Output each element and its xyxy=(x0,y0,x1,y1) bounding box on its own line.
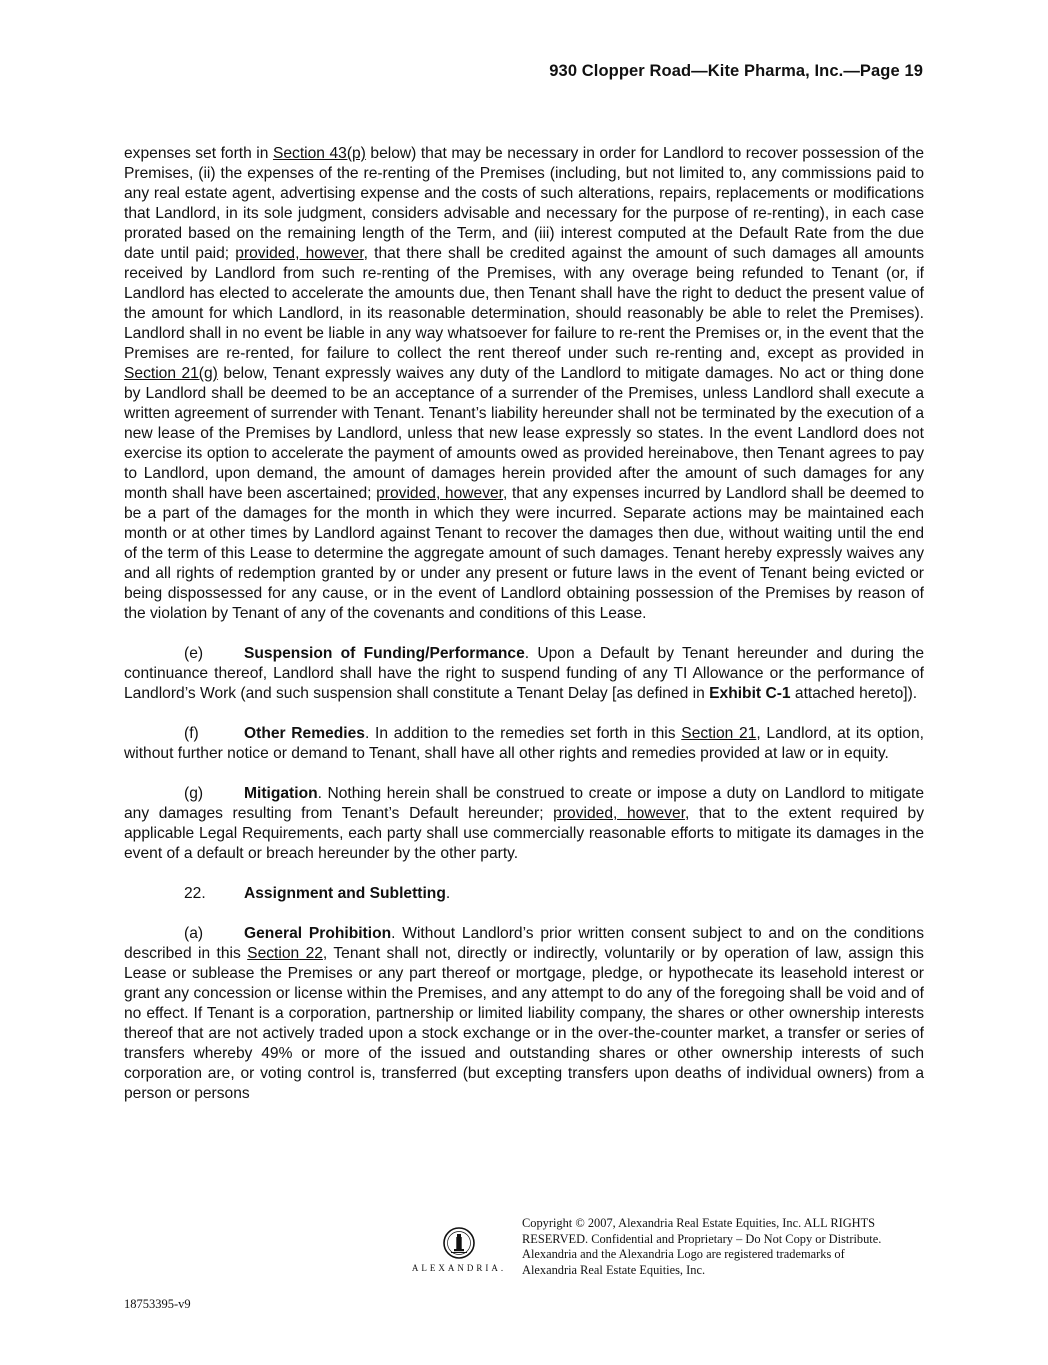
paragraph-a: (a) General Prohibition. Without Landlord’s prior written consent subject to and on the conditions described in this Section 22, Tenant shall not, directly or indirectly, voluntarily or by operation of law, assign this Lease or sublease the Premises or any part thereof or mortgage, pledge, or hypothecate its leasehold interest or grant any concession or license within the Premises, and any attempt to do any of the foregoing shall be void and of no effect. If Tenant is a corporation, partnership or limited liability company, the shares or other ownership interests thereof that are not actively traded upon a stock exchange or in the over-the-counter market, a transfer or series of transfers whereby 49% or more of the issued and outstanding shares or other ownership interests of such corporation are, or voting control is, transferred (but excepting transfers upon deaths of individual owners) from a person or persons xyxy=(124,925,924,1102)
alexandria-logo xyxy=(404,1226,514,1273)
paragraph-label: (f) xyxy=(184,725,199,742)
alexandria-logo-icon xyxy=(442,1226,476,1260)
section-reference: Section 43(p) xyxy=(272,145,366,162)
paragraph-damages: expenses set forth in Section 43(p) below) that may be necessary in order for Landlord to recover possession of the Premises, (ii) the expenses of the re-renting of the Premises (including, but not limited to, any commissions paid to any real estate agent, advertising expense and the costs of such alterations, repairs, replacements or modifications that Landlord, in its sole judgment, considers advisable and necessary for the purpose of re-renting), in each case prorated based on the remaining length of the Term, and (iii) interest computed at the Default Rate from the due date until paid; provided, however, that there shall be credited against the amount of such damages all amounts received by Landlord from such re-renting of the Premises, with any overage being refunded to Tenant (or, if Landlord has elected to accelerate the amounts due, then Tenant shall have the right to deduct the present value of the amount for which Landlord, in its reasonable determination, should reasonably be able to relet the Premises). Landlord shall in no event be liable in any way whatsoever for failure to re-rent the Premises or, in the event that the Premises are re-rented, for failure to collect the rent thereof under such re-renting and, except as provided in Section 21(g) below, Tenant expressly waives any duty of the Landlord to mitigate damages. No act or thing done by Landlord shall be deemed to be an acceptance of a surrender of the Premises, unless Landlord shall execute a written agreement of surrender with Tenant. Tenant’s liability hereunder shall not be terminated by the execution of a new lease of the Premises by Landlord, unless that new lease expressly so states. In the event Landlord does not exercise its option to accelerate the payment of amounts owed as provided hereinabove, then Tenant agrees to pay to Landlord, upon demand, the amount of damages herein provided after the amount of such damages for any month shall have been ascertained; provided, however, that any expenses incurred by Landlord shall be deemed to be a part of the damages for the month in which they were incurred. Separate actions may be maintained each month or at other times by Landlord against Tenant to recover the damages then due, without waiting until the end of the term of this Lease to determine the aggregate amount of such damages. Tenant hereby expressly waives any and all rights of redemption granted by or under any present or future laws in the event of Tenant being evicted or being dispossessed for any cause, or in the event of Landlord obtaining possession of the Premises by reason of the violation by Tenant of any of the covenants and conditions of this Lease. xyxy=(124,145,925,622)
paragraph-heading: General Prohibition xyxy=(244,925,392,942)
paragraph-g: (g) Mitigation. Nothing herein shall be construed to create or impose a duty on Landlord to mitigate any damages resulting from Tenant’s Default hereunder; provided, however, that to the extent required by applicable Legal Requirements, each party shall use commercially reasonable efforts to mitigate its damages in the event of a default or breach hereunder by the other party. xyxy=(124,785,924,862)
section-22-heading: 22. Assignment and Subletting. xyxy=(184,885,451,902)
paragraph-heading: Other Remedies xyxy=(244,725,365,742)
page-footer xyxy=(0,1210,1048,1280)
document-body xyxy=(124,144,924,1124)
paragraph-e: (e) Suspension of Funding/Performance. Upon a Default by Tenant hereunder and during the continuance thereof, Landlord shall have the right to suspend funding of any TI Allowance or the performance of Landlord’s Work (and such suspension shall constitute a Tenant Delay [as defined in Exhibit C-1 attached hereto]). xyxy=(124,645,924,702)
paragraph-heading: Mitigation xyxy=(244,785,318,802)
section-reference: Section 21(g) xyxy=(124,365,218,382)
proviso-reference: provided, however xyxy=(553,805,686,822)
proviso-reference: provided, however xyxy=(235,245,364,262)
paragraph-f: (f) Other Remedies. In addition to the remedies set forth in this Section 21, Landlord, at its option, without further notice or demand to Tenant, shall have all other rights and remedies provided at law or in equity. xyxy=(124,725,924,762)
logo-wordmark: ALEXANDRIA. xyxy=(411,1263,507,1273)
document-id: 18753395-v9 xyxy=(124,1297,191,1311)
paragraph-heading: Suspension of Funding/Performance xyxy=(244,645,525,662)
page-header: 930 Clopper Road—Kite Pharma, Inc.—Page 19 xyxy=(549,62,923,80)
paragraph-label: (a) xyxy=(184,925,204,942)
section-title: Assignment and Subletting xyxy=(244,885,446,902)
exhibit-reference: Exhibit C-1 xyxy=(709,685,791,702)
section-number: 22. xyxy=(184,885,206,902)
copyright-notice: Copyright © 2007, Alexandria Real Estate Equities, Inc. ALL RIGHTS RESERVED. Confidential and Proprietary – Do Not Copy or Distribute. Alexandria and the Alexandria Logo are registered trademarks of Alexandria Real Estate Equities, Inc. xyxy=(522,1216,882,1277)
section-reference: Section 21 xyxy=(681,725,757,742)
paragraph-label: (g) xyxy=(184,785,204,802)
paragraph-label: (e) xyxy=(184,645,204,662)
section-reference: Section 22 xyxy=(247,945,323,962)
proviso-reference: provided, however xyxy=(376,485,504,502)
